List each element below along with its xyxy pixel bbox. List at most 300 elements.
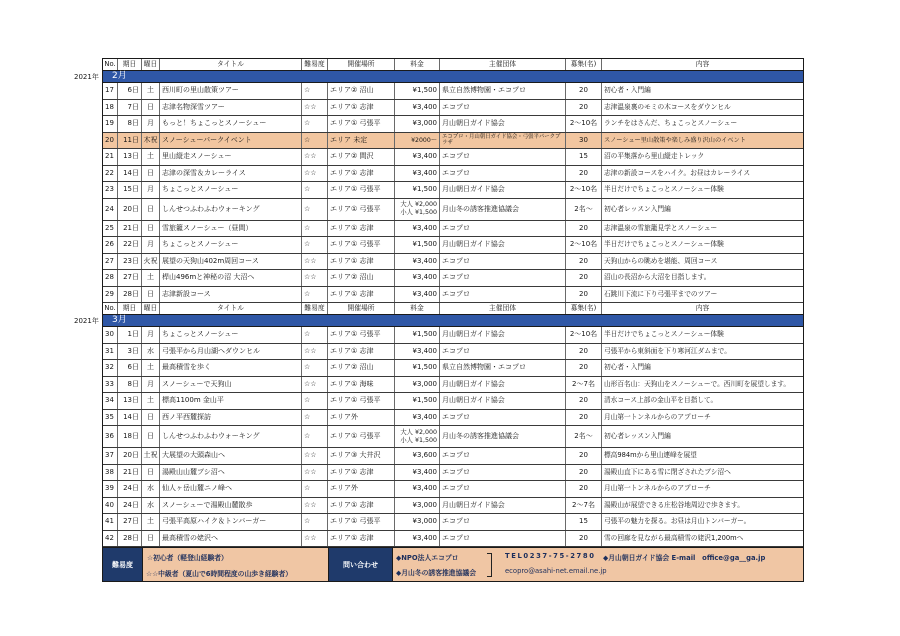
cell-capacity: 20 — [566, 100, 602, 116]
cell-no: 36 — [103, 426, 118, 447]
cell-fee — [395, 426, 440, 447]
cell-organizer: 県立自然博物園・エコプロ — [440, 83, 566, 99]
month-bar — [74, 71, 803, 83]
cell-fee: ¥3,400 — [395, 254, 440, 270]
cell-title: 志津名物深雪ツアー — [160, 100, 302, 116]
cell-date: 24日 — [118, 498, 142, 514]
cell-organizer: エコプロ — [440, 481, 566, 497]
cell-organizer: 月山朝日ガイド協会 — [440, 116, 566, 132]
cell-no: 39 — [103, 481, 118, 497]
cell-difficulty: ☆ — [302, 199, 328, 220]
cell-content: 初心者・入門編 — [604, 86, 651, 95]
cell-capacity: 20 — [566, 393, 602, 409]
cell-content: 弓張平から東斜面を下り寒河江ダムまで。 — [604, 346, 731, 355]
cell-fee: ¥1,500 — [395, 83, 440, 99]
cell-date: 6日 — [118, 83, 142, 99]
cell-date: 24日 — [118, 481, 142, 497]
cell-fee: ¥3,000 — [395, 116, 440, 132]
cell-difficulty: ☆☆ — [302, 149, 328, 165]
cell-content: 志津温泉裏のモミの木コースをダウンヒル — [604, 102, 731, 111]
fee-child: 小人 ¥1,500 — [400, 436, 437, 444]
cell-fee: ¥3,400 — [395, 481, 440, 497]
column-header-fee: 料金 — [395, 59, 440, 70]
cell-content: 湯殿山が展望できる庄松谷地周辺で歩きます。 — [604, 500, 744, 509]
column-header-no: No. — [103, 303, 118, 314]
cell-weekday: 水 — [142, 498, 160, 514]
cell-difficulty: ☆☆ — [302, 254, 328, 270]
table-row — [103, 514, 803, 531]
cell-no: 38 — [103, 465, 118, 481]
cell-date: 11日 — [118, 133, 142, 149]
cell-location: エリア外 — [328, 410, 395, 426]
cell-organizer: 月山朝日ガイド協会 — [440, 393, 566, 409]
cell-difficulty: ☆☆ — [302, 100, 328, 116]
cell-date: 14日 — [118, 166, 142, 182]
cell-weekday: 火祝 — [142, 254, 160, 270]
table-row — [103, 221, 803, 238]
cell-date: 23日 — [118, 254, 142, 270]
cell-weekday: 土 — [142, 393, 160, 409]
cell-no: 26 — [103, 237, 118, 253]
column-header-no: No. — [103, 59, 118, 70]
cell-capacity: 20 — [566, 465, 602, 481]
contact-label: 問い合わせ — [329, 548, 393, 581]
cell-difficulty: ☆☆ — [302, 465, 328, 481]
cell-location: エリア③ 大井沢 — [328, 448, 395, 464]
cell-content: 標高984mから里山連峰を展望 — [604, 451, 697, 460]
cell-no: 20 — [103, 133, 118, 149]
cell-title: 西ノ平西麓探訪 — [160, 410, 302, 426]
cell-title: ちょこっとスノーシュー — [160, 182, 302, 198]
cell-capacity: 20 — [566, 254, 602, 270]
cell-organizer: 月山朝日ガイド協会 — [440, 498, 566, 514]
fee-adult: 大人 ¥2,000 — [400, 201, 437, 208]
cell-capacity: 20 — [566, 448, 602, 464]
difficulty-legend — [143, 548, 329, 581]
column-header-location: 開催場所 — [328, 59, 395, 70]
cell-organizer: エコプロ・月山朝日ガイド協会・弓張平パークプラザ — [440, 133, 566, 149]
table-row — [103, 83, 803, 100]
cell-organizer: エコプロ — [440, 221, 566, 237]
column-header-content: 内容 — [695, 60, 710, 68]
difficulty-legend-label: 難易度 — [103, 548, 143, 581]
column-header-fee: 料金 — [395, 303, 440, 314]
cell-location: エリア① 弓張平 — [328, 116, 395, 132]
cell-location: エリア① 志津 — [328, 166, 395, 182]
column-header-difficulty: 難易度 — [302, 59, 328, 70]
cell-capacity: 2～10名 — [566, 237, 602, 253]
cell-difficulty: ☆ — [302, 426, 328, 447]
cell-difficulty: ☆ — [302, 481, 328, 497]
cell-weekday: 土 — [142, 514, 160, 530]
cell-date: 15日 — [118, 182, 142, 198]
column-header-date: 期日 — [118, 59, 142, 70]
cell-title: もっと！ちょこっとスノーシュー — [160, 116, 302, 132]
cell-organizer: エコプロ — [440, 531, 566, 547]
cell-date: 13日 — [118, 149, 142, 165]
cell-fee: ¥3,400 — [395, 166, 440, 182]
cell-date: 28日 — [118, 531, 142, 547]
cell-fee: ¥3,400 — [395, 465, 440, 481]
column-header-weekday: 曜日 — [142, 303, 160, 314]
cell-difficulty: ☆ — [302, 360, 328, 376]
contact-guide-association: ◆月山朝日ガイド協会 E-mail office@ga__ga.jp — [603, 554, 766, 562]
cell-title: スノーシューで天狗山 — [160, 377, 302, 393]
cell-difficulty: ☆ — [302, 514, 328, 530]
cell-no: 28 — [103, 270, 118, 286]
cell-capacity: 20 — [566, 221, 602, 237]
cell-title: 展望の天狗山402m周回コース — [160, 254, 302, 270]
cell-date: 1日 — [118, 327, 142, 343]
column-header-difficulty: 難易度 — [302, 303, 328, 314]
cell-difficulty: ☆☆ — [302, 166, 328, 182]
cell-date: 8日 — [118, 377, 142, 393]
cell-weekday: 日 — [142, 100, 160, 116]
cell-date: 3日 — [118, 344, 142, 360]
cell-weekday: 月 — [142, 237, 160, 253]
cell-fee: ¥1,500 — [395, 182, 440, 198]
cell-difficulty: ☆ — [302, 116, 328, 132]
cell-date: 6日 — [118, 360, 142, 376]
cell-location: エリア① 弓張平 — [328, 514, 395, 530]
cell-title: 雪旅籠スノーシュー（昼間） — [160, 221, 302, 237]
cell-content: 志津温泉の雪旅籠見学とスノーシュー — [604, 223, 718, 232]
cell-title: 大展望の大頭森山へ — [160, 448, 302, 464]
cell-date: 7日 — [118, 100, 142, 116]
cell-difficulty: ☆ — [302, 287, 328, 303]
cell-weekday: 日 — [142, 287, 160, 303]
cell-title: 弓張平高原ハイク＆トンバーガー — [160, 514, 302, 530]
cell-capacity: 20 — [566, 531, 602, 547]
column-header-title: タイトル — [160, 59, 302, 70]
fee-adult: 大人 ¥2,000 — [400, 428, 437, 436]
column-header-capacity: 募集(名) — [566, 59, 602, 70]
table-row — [103, 237, 803, 254]
cell-content: スノーシュー里山散策や楽しみ盛り沢山のイベント — [604, 136, 746, 144]
cell-no: 25 — [103, 221, 118, 237]
cell-date: 21日 — [118, 465, 142, 481]
cell-fee: ¥1,500 — [395, 237, 440, 253]
cell-title: 湯殿山山麓ブシ沼へ — [160, 465, 302, 481]
cell-title: しんせつふわふわウォーキング — [160, 199, 302, 220]
table-row — [103, 481, 803, 498]
cell-capacity: 20 — [566, 270, 602, 286]
cell-content: 天狗山からの眺めを堪能、周回コース — [604, 256, 718, 265]
cell-weekday: 月 — [142, 116, 160, 132]
cell-title: スノーシューパークイベント — [160, 133, 302, 149]
cell-organizer: 月山朝日ガイド協会 — [440, 377, 566, 393]
cell-weekday: 日 — [142, 465, 160, 481]
table-row — [103, 531, 803, 548]
cell-content: 石跳川下流に下り弓張平までのツアー — [604, 289, 718, 298]
cell-content: 志津の新設コースをハイク。お昼はカレーライス — [604, 168, 751, 177]
cell-content: 山形百名山：天狗山をスノーシューで。西川町を展望します。 — [604, 379, 791, 388]
cell-location: エリア外 — [328, 481, 395, 497]
cell-weekday: 水 — [142, 481, 160, 497]
cell-capacity: 15 — [566, 514, 602, 530]
cell-no: 24 — [103, 199, 118, 220]
cell-content: 半日だけでちょこっとスノーシュー体験 — [604, 240, 724, 249]
cell-no: 19 — [103, 116, 118, 132]
cell-difficulty: ☆ — [302, 237, 328, 253]
cell-capacity: 2名～ — [566, 199, 602, 220]
cell-location: エリア① 志津 — [328, 465, 395, 481]
cell-organizer: エコプロ — [440, 149, 566, 165]
cell-fee: ¥3,000 — [395, 498, 440, 514]
cell-no: 29 — [103, 287, 118, 303]
cell-location: エリア① 志津 — [328, 287, 395, 303]
cell-title: 西川町の里山散策ツアー — [160, 83, 302, 99]
cell-weekday: 日 — [142, 199, 160, 220]
year-label: 2021年 — [74, 73, 99, 81]
cell-difficulty: ☆☆ — [302, 344, 328, 360]
cell-fee: ¥2000～ — [395, 133, 440, 149]
cell-date: 8日 — [118, 116, 142, 132]
cell-content: ランチをはさんだ、ちょこっとスノーシュー — [604, 119, 738, 128]
table-row — [103, 149, 803, 166]
cell-fee: ¥1,500 — [395, 393, 440, 409]
cell-organizer: 月山朝日ガイド協会 — [440, 327, 566, 343]
cell-no: 40 — [103, 498, 118, 514]
contact-email: ecopro@asahi-net.email.ne.jp — [505, 567, 607, 575]
cell-weekday: 土 — [142, 149, 160, 165]
cell-weekday: 月 — [142, 182, 160, 198]
cell-capacity: 2～10名 — [566, 182, 602, 198]
column-header-content: 内容 — [695, 304, 710, 312]
cell-location: エリア① 海味 — [328, 377, 395, 393]
schedule-table — [74, 58, 804, 547]
cell-title: 最高積雪の姥沢へ — [160, 531, 302, 547]
cell-location: エリア① 志津 — [328, 498, 395, 514]
bracket-icon — [487, 553, 492, 577]
cell-organizer: 県立自然博物園・エコプロ — [440, 360, 566, 376]
contact-info — [393, 548, 803, 581]
column-header-capacity: 募集(名) — [566, 303, 602, 314]
year-label: 2021年 — [74, 317, 99, 325]
cell-weekday: 日 — [142, 531, 160, 547]
cell-fee: ¥3,400 — [395, 100, 440, 116]
cell-organizer: 月山朝日ガイド協会 — [440, 237, 566, 253]
cell-difficulty: ☆ — [302, 221, 328, 237]
cell-organizer: 月山冬の誘客推進協議会 — [440, 426, 566, 447]
cell-date: 27日 — [118, 514, 142, 530]
cell-location: エリア① 弓張平 — [328, 393, 395, 409]
table-row — [103, 426, 803, 448]
cell-no: 27 — [103, 254, 118, 270]
cell-title: ちょこっとスノーシュー — [160, 327, 302, 343]
table-row — [103, 270, 803, 287]
cell-weekday: 土 — [142, 83, 160, 99]
column-header-date: 期日 — [118, 303, 142, 314]
cell-no: 34 — [103, 393, 118, 409]
cell-difficulty: ☆☆ — [302, 498, 328, 514]
cell-location: エリア② 沼山 — [328, 83, 395, 99]
cell-weekday: 月 — [142, 377, 160, 393]
month-label: 3月 — [112, 315, 127, 325]
cell-location: エリア① 志津 — [328, 221, 395, 237]
cell-title: スノーシューで湯殿山麓散歩 — [160, 498, 302, 514]
cell-capacity: 2～10名 — [566, 327, 602, 343]
cell-content: 雪の回廊を見ながら最高積雪の姥沢1,200mへ — [604, 533, 744, 542]
cell-no: 31 — [103, 344, 118, 360]
cell-capacity: 20 — [566, 83, 602, 99]
cell-no: 23 — [103, 182, 118, 198]
cell-title: しんせつふわふわウォーキング — [160, 426, 302, 447]
cell-capacity: 20 — [566, 287, 602, 303]
cell-no: 18 — [103, 100, 118, 116]
table-row — [103, 116, 803, 133]
cell-date: 28日 — [118, 287, 142, 303]
column-header-weekday: 曜日 — [142, 59, 160, 70]
table-row — [103, 133, 803, 150]
cell-title: 里山縦走スノーシュー — [160, 149, 302, 165]
cell-weekday: 土 — [142, 360, 160, 376]
month-label: 2月 — [112, 71, 127, 81]
cell-no: 35 — [103, 410, 118, 426]
table-row — [103, 199, 803, 221]
cell-location: エリア① 弓張平 — [328, 182, 395, 198]
table-row — [103, 393, 803, 410]
cell-location: エリア① 志津 — [328, 344, 395, 360]
cell-weekday: 木祝 — [142, 133, 160, 149]
cell-content: 初心者レッスン入門編 — [604, 432, 671, 440]
cell-title: 仙人ヶ岳山麓ニノ峰へ — [160, 481, 302, 497]
cell-fee: ¥1,500 — [395, 360, 440, 376]
cell-content: 弓張平の魅力を探る。お昼は月山トンバーガー。 — [604, 517, 751, 526]
cell-organizer: エコプロ — [440, 465, 566, 481]
cell-capacity: 30 — [566, 133, 602, 149]
cell-capacity: 20 — [566, 166, 602, 182]
cell-fee: ¥3,400 — [395, 410, 440, 426]
cell-no: 22 — [103, 166, 118, 182]
cell-content: 初心者・入門編 — [604, 363, 651, 372]
cell-difficulty: ☆ — [302, 83, 328, 99]
cell-organizer: エコプロ — [440, 166, 566, 182]
table-row — [103, 344, 803, 361]
contact-council: ◆月山冬の誘客推進協議会 — [396, 569, 476, 577]
cell-weekday: 土 — [142, 270, 160, 286]
cell-weekday: 日 — [142, 410, 160, 426]
cell-capacity: 15 — [566, 149, 602, 165]
cell-date: 20日 — [118, 448, 142, 464]
cell-difficulty: ☆☆ — [302, 531, 328, 547]
cell-date: 18日 — [118, 426, 142, 447]
cell-organizer: エコプロ — [440, 410, 566, 426]
cell-location: エリア② 沼山 — [328, 360, 395, 376]
table-row — [103, 287, 803, 304]
cell-location: エリア① 弓張平 — [328, 199, 395, 220]
cell-content: 半日だけでちょこっとスノーシュー体験 — [604, 185, 724, 194]
table-row — [103, 254, 803, 271]
table-row — [103, 377, 803, 394]
cell-location: エリア① 弓張平 — [328, 426, 395, 447]
cell-fee: ¥3,000 — [395, 514, 440, 530]
cell-fee: ¥1,500 — [395, 327, 440, 343]
cell-fee: ¥3,600 — [395, 448, 440, 464]
cell-weekday: 日 — [142, 221, 160, 237]
cell-fee: ¥3,400 — [395, 149, 440, 165]
cell-organizer: 月山朝日ガイド協会 — [440, 182, 566, 198]
cell-date: 21日 — [118, 221, 142, 237]
cell-no: 37 — [103, 448, 118, 464]
column-header-location: 開催場所 — [328, 303, 395, 314]
cell-title: 志津の深雪＆カレーライス — [160, 166, 302, 182]
cell-capacity: 2～10名 — [566, 116, 602, 132]
cell-title: 桿山496mと神秘の沼 大沼へ — [160, 270, 302, 286]
cell-location: エリア② 沼山 — [328, 270, 395, 286]
cell-title: 標高1100m 金山平 — [160, 393, 302, 409]
cell-weekday: 土祝 — [142, 448, 160, 464]
table-row — [103, 465, 803, 482]
cell-content: 沼の平集落から里山縦走トレック — [604, 152, 705, 161]
contact-tel: TEL0237-75-2780 — [505, 552, 596, 560]
table-row — [103, 498, 803, 515]
cell-no: 33 — [103, 377, 118, 393]
month-bar — [74, 315, 803, 327]
cell-date: 22日 — [118, 237, 142, 253]
cell-title: 弓張平から月山湖へダウンヒル — [160, 344, 302, 360]
cell-capacity: 20 — [566, 410, 602, 426]
cell-no: 17 — [103, 83, 118, 99]
table-row — [103, 410, 803, 427]
contact-ecopro: ◆NPO法人エコプロ — [396, 554, 459, 562]
cell-organizer: エコプロ — [440, 448, 566, 464]
cell-location: エリア① 志津 — [328, 531, 395, 547]
header-row — [103, 303, 803, 315]
cell-title: 志津新設コース — [160, 287, 302, 303]
cell-fee: ¥3,400 — [395, 221, 440, 237]
cell-organizer: エコプロ — [440, 254, 566, 270]
cell-date: 13日 — [118, 393, 142, 409]
cell-difficulty: ☆☆ — [302, 270, 328, 286]
cell-title: 最高積雪を歩く — [160, 360, 302, 376]
cell-organizer: エコプロ — [440, 270, 566, 286]
cell-weekday: 水 — [142, 344, 160, 360]
cell-capacity: 20 — [566, 344, 602, 360]
header-row — [103, 59, 803, 71]
cell-location: エリア① 志津 — [328, 254, 395, 270]
cell-no: 21 — [103, 149, 118, 165]
cell-no: 32 — [103, 360, 118, 376]
footer-legend — [102, 547, 804, 582]
cell-fee: ¥3,400 — [395, 270, 440, 286]
cell-weekday: 日 — [142, 166, 160, 182]
cell-location: エリア① 志津 — [328, 100, 395, 116]
cell-capacity: 2～7名 — [566, 377, 602, 393]
cell-content: 清水コース上部の金山平を目指して。 — [604, 396, 718, 405]
table-row — [103, 100, 803, 117]
fee-child: 小人 ¥1,500 — [400, 209, 437, 216]
cell-capacity: 2～7名 — [566, 498, 602, 514]
cell-organizer: エコプロ — [440, 344, 566, 360]
cell-capacity: 2名～ — [566, 426, 602, 447]
cell-date: 14日 — [118, 410, 142, 426]
column-header-title: タイトル — [160, 303, 302, 314]
cell-location: エリア① 弓張平 — [328, 327, 395, 343]
cell-fee: ¥3,400 — [395, 287, 440, 303]
cell-difficulty: ☆ — [302, 182, 328, 198]
cell-organizer: エコプロ — [440, 100, 566, 116]
cell-no: 30 — [103, 327, 118, 343]
column-header-organizer: 主催団体 — [440, 59, 566, 70]
cell-difficulty: ☆☆ — [302, 448, 328, 464]
difficulty-intermediate: ☆☆中級者（夏山で6時間程度の山歩き経験者） — [146, 570, 293, 578]
cell-fee: ¥3,400 — [395, 344, 440, 360]
column-header-organizer: 主催団体 — [440, 303, 566, 314]
cell-difficulty: ☆ — [302, 327, 328, 343]
cell-capacity: 20 — [566, 360, 602, 376]
cell-capacity: 20 — [566, 481, 602, 497]
